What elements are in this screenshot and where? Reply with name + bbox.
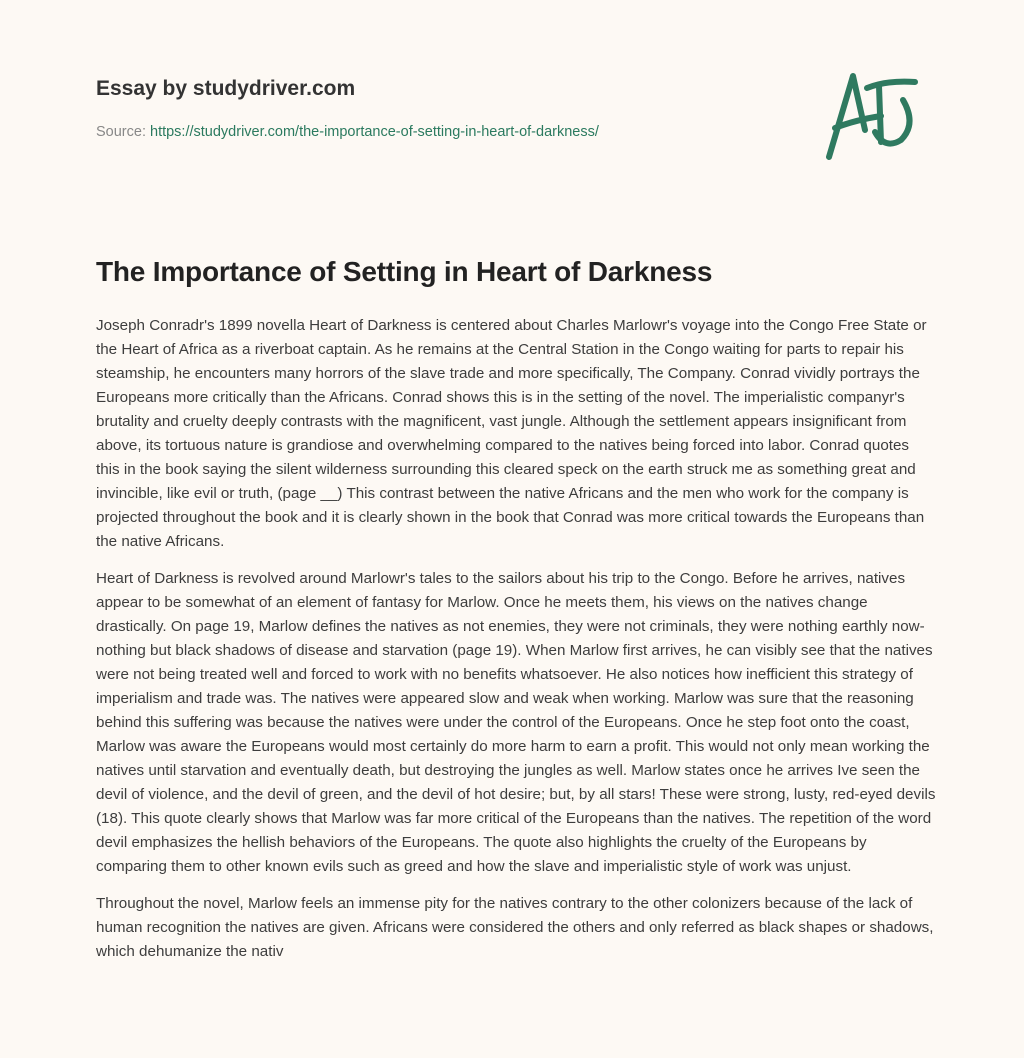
source-label: Source: xyxy=(96,124,150,140)
site-title: Essay by studydriver.com xyxy=(96,77,356,100)
essay-paragraph: Joseph Conradr's 1899 novella Heart of Darkness is centered about Charles Marlowr's voyage into the Congo Free State or the Heart of Africa as a riverboat captain. As he remains at the Central Station in the Congo waiting for parts to repair his steamship, he encounters many horrors of the slave trade and more specifically, The Company. Conrad vividly portrays the Europeans more critically than the Africans. Conrad shows this is in the setting of the novel. The imperialistic companyr's brutality and cruelty deeply contrasts with the magnificent, vast jungle. Although the settlement appears insignificant from above, its tortuous nature is grandiose and overwhelming compared to the natives being forced into labor. Conrad quotes this in the book saying the silent wilderness surrounding this cleared speck on the earth struck me as something great and invincible, like evil or truth, (page __) This contrast between the native Africans and the men who work for the company is projected throughout the book and it is clearly shown in the book that Conrad was more critical towards the Europeans than the native Africans. xyxy=(96,317,927,550)
essay-title: The Importance of Setting in Heart of Darkness xyxy=(96,256,713,287)
essay-body xyxy=(96,314,936,977)
source-link[interactable]: https://studydriver.com/the-importance-of-setting-in-heart-of-darkness/ xyxy=(150,124,599,140)
essay-paragraph: Throughout the novel, Marlow feels an immense pity for the natives contrary to the other colonizers because of the lack of human recognition the natives are given. Africans were considered the others and only referred as black shapes or shadows, which dehumanize the nativ xyxy=(96,895,934,960)
source-line xyxy=(96,124,599,140)
essay-paragraph: Heart of Darkness is revolved around Marlowr's tales to the sailors about his trip to the Congo. Before he arrives, natives appear to be somewhat of an element of fantasy for Marlow. Once he meets them, his views on the natives change drastically. On page 19, Marlow defines the natives as not enemies, they were not criminals, they were nothing earthly now- nothing but black shadows of disease and starvation (page 19). When Marlow first arrives, he can visibly see that the natives were not being treated well and forced to work with no benefits whatsoever. He also notices how inefficient this strategy of imperialism and trade was. The natives were appeared slow and weak when working. Marlow was sure that the reasoning behind this suffering was because the natives were under the control of the Europeans. Once he step foot onto the coast, Marlow was aware the Europeans would most certainly do more harm to earn a profit. This would not only mean working the natives until starvation and eventually death, but destroying the jungles as well. Marlow states once he arrives Ive seen the devil of violence, and the devil of green, and the devil of hot desire; but, by all stars! These were strong, lusty, red-eyed devils (18). This quote clearly shows that Marlow was far more critical of the Europeans than the natives. The repetition of the word devil emphasizes the hellish behaviors of the Europeans. The quote also highlights the cruelty of the Europeans by comparing them to other known evils such as greed and how the slave and imperialistic style of work was unjust. xyxy=(96,570,936,875)
a-plus-logo-icon xyxy=(815,62,935,167)
